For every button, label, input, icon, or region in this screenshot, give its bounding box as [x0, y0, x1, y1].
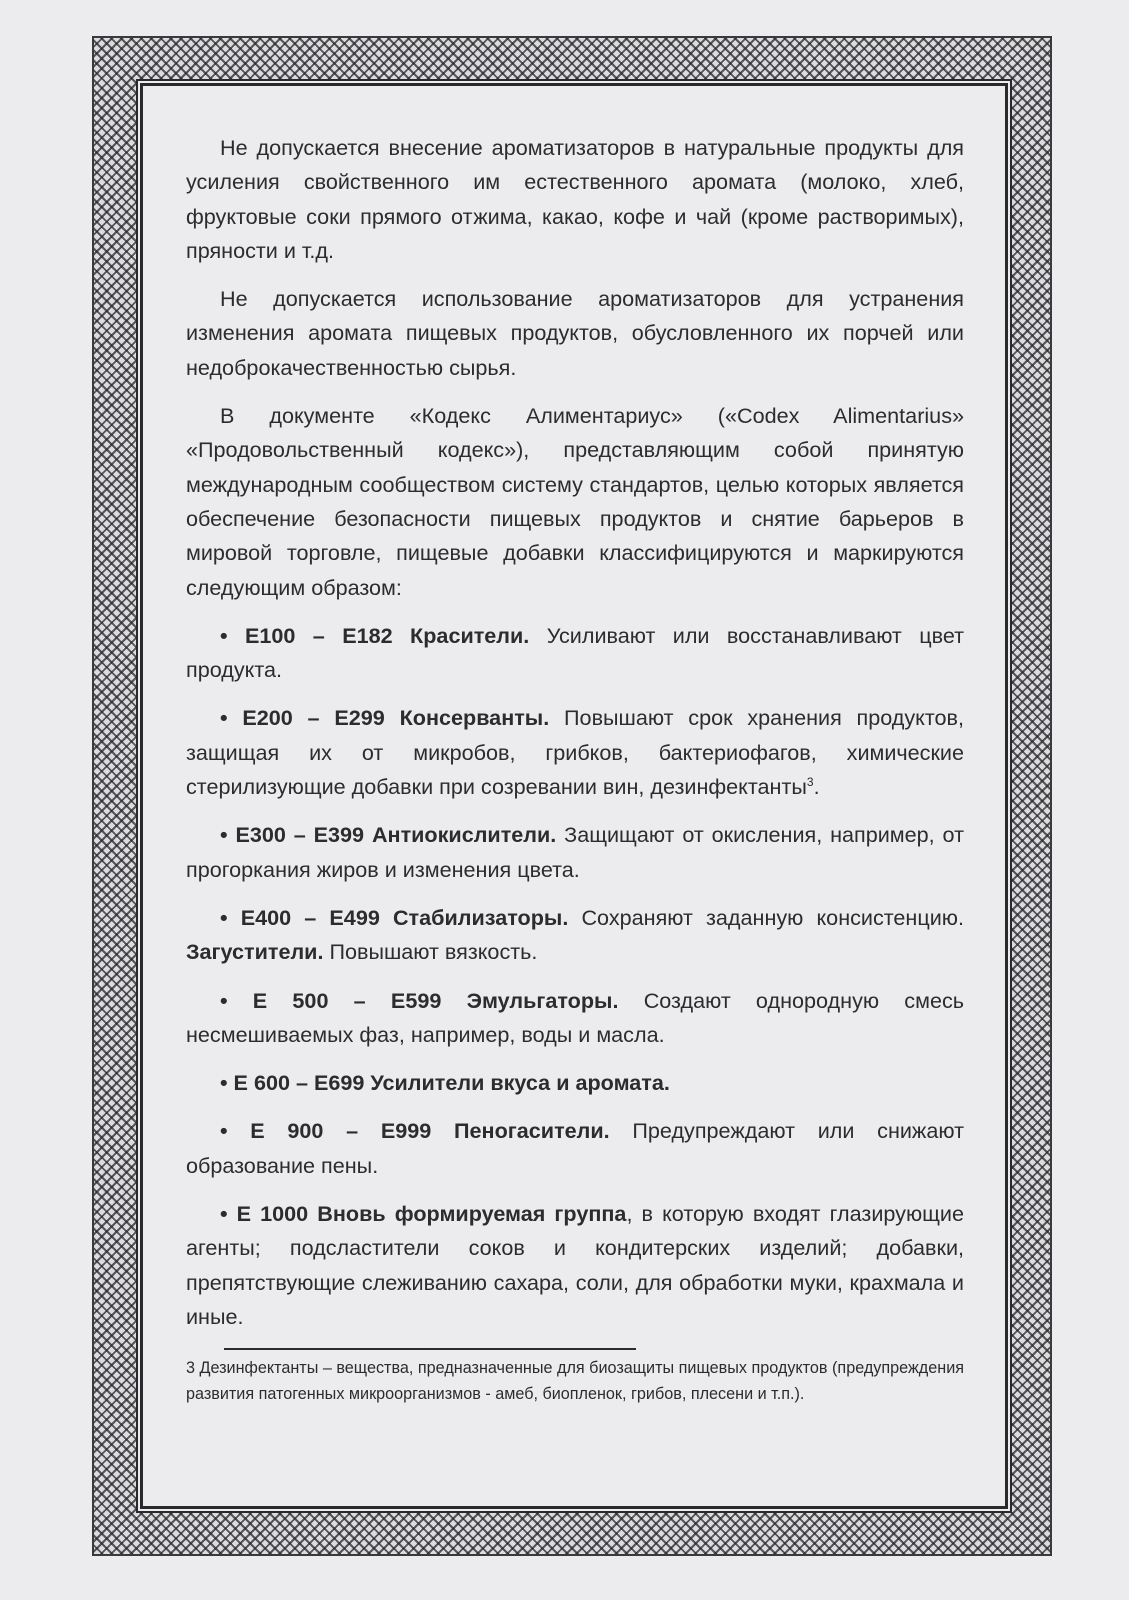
item-subtext: Повышают вязкость. — [323, 939, 538, 965]
footnote-ref[interactable]: 3 — [806, 774, 814, 789]
list-item-new-group — [186, 1197, 964, 1334]
paragraph-flavor-natural: Не допускается внесение ароматизаторов в натуральные продукты для усиления свойственного им естественного аромата (молоко, хлеб, фруктовые соки прямого отжима, какао, кофе и чай (кроме растворимых), пряности и т.д. — [186, 135, 964, 263]
paragraph-flavor-spoilage: Не допускается использование ароматизаторов для устранения изменения аромата пищевых продуктов, обусловленного их порчей или недоброкачественностью сырья. — [186, 286, 964, 380]
list-item-antifoam — [186, 1114, 964, 1183]
list-item-preservatives — [186, 701, 964, 804]
item-text: Усиливают или восстанавливают цвет продукта. — [186, 622, 965, 683]
item-heading: • Е200 – Е299 Консерванты. — [220, 705, 550, 731]
item-tail: . — [813, 774, 820, 800]
item-text: Предупреждают или снижают образование пены. — [186, 1118, 965, 1178]
item-heading: • Е 900 – Е999 Пеногасители. — [220, 1118, 610, 1144]
item-text: Создают однородную смесь несмешиваемых фаз, например, воды и масла. — [186, 987, 964, 1047]
item-subheading: Загустители. — [186, 939, 324, 965]
list-item-antioxidants — [186, 818, 964, 887]
footnote: 3 Дезинфектанты – вещества, предназначенные для биозащиты пищевых продуктов (предупреждения развития патогенных микроорганизмов - амеб, биопленок, грибов, плесени и т.п.). — [186, 1359, 964, 1403]
item-heading: • Е 600 – Е699 Усилители вкуса и аромата. — [220, 1070, 670, 1096]
paragraph-codex: В документе «Кодекс Алиментариус» («Codex Alimentarius» «Продовольственный кодекс»), представляющим собой принятую международным сообществом систему стандартов, целью которых является обеспечение безопасности пищевых продуктов и снятие барьеров в мировой торговле, пищевые добавки классифицируются и маркируются следующим образом: — [186, 403, 964, 600]
footnote-divider — [224, 1348, 636, 1350]
list-item-flavor-enhancers — [186, 1066, 964, 1100]
page-content — [186, 131, 964, 1407]
item-text: Повышают срок хранения продуктов, защищая их от микробов, грибков, бактериофагов, химические стерилизующие добавки при созревании вин, дезинфектанты — [186, 705, 964, 800]
item-text: Сохраняют заданную консистенцию. — [568, 904, 964, 930]
item-heading: • Е100 – Е182 Красители. — [220, 622, 530, 648]
item-heading: • Е 1000 Вновь формируемая группа — [220, 1201, 627, 1227]
list-item-emulsifiers — [186, 984, 964, 1053]
item-heading: • Е300 – Е399 Антиокислители. — [220, 822, 557, 848]
item-text: Защищают от окисления, например, от прогоркания жиров и изменения цвета. — [186, 822, 964, 882]
item-heading: • Е400 – Е499 Стабилизаторы. — [220, 904, 569, 930]
item-text: , в которую входят глазирующие агенты; подсластители соков и кондитерских изделий; добавки, препятствующие слеживанию сахара, соли, для обработки муки, крахмала и иные. — [186, 1201, 964, 1329]
item-heading: • Е 500 – Е599 Эмульгаторы. — [220, 987, 619, 1013]
list-item-colorants — [186, 619, 964, 688]
list-item-stabilizers — [186, 901, 964, 970]
